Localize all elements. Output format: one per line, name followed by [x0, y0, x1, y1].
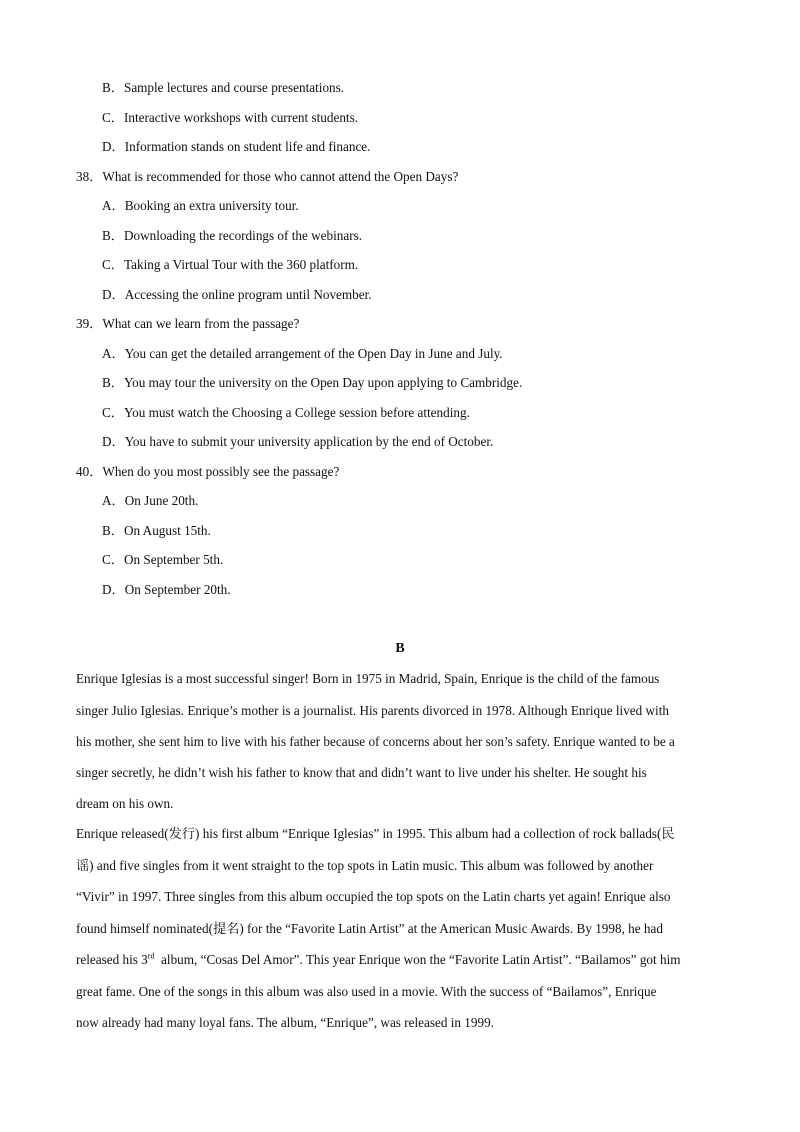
passage-line: great fame. One of the songs in this album was also used in a movie. With the success of “Bailamos”, Enrique — [76, 984, 657, 999]
q40-option-d[interactable]: D．On September 20th. — [102, 582, 231, 597]
q37-option-d[interactable]: D．Information stands on student life and finance. — [102, 139, 371, 154]
passage-line: “Vivir” in 1997. Three singles from this album occupied the top spots on the Latin charts yet again! Enrique also — [76, 889, 671, 904]
q39-option-b[interactable]: B．You may tour the university on the Open Day upon applying to Cambridge. — [102, 375, 523, 390]
q39-option-d[interactable]: D．You have to submit your university application by the end of October. — [102, 434, 494, 449]
q40-stem: 40．When do you most possibly see the passage? — [76, 464, 340, 479]
passage-line: his mother, she sent him to live with his father because of concerns about her son’s safety. Enrique wanted to be a — [76, 734, 675, 749]
q37-option-b[interactable]: B．Sample lectures and course presentations. — [102, 80, 345, 95]
q38-stem: 38．What is recommended for those who cannot attend the Open Days? — [76, 169, 459, 184]
q38-option-a[interactable]: A．Booking an extra university tour. — [102, 198, 299, 213]
passage-line: Enrique Iglesias is a most successful singer! Born in 1975 in Madrid, Spain, Enrique is the child of the famous — [76, 671, 660, 686]
passage-line — [76, 952, 681, 968]
q38-option-c[interactable]: C．Taking a Virtual Tour with the 360 platform. — [102, 257, 359, 272]
q40-option-b[interactable]: B．On August 15th. — [102, 523, 211, 538]
q40-option-c[interactable]: C．On September 5th. — [102, 552, 224, 567]
passage-line: Enrique released(发行) his first album “Enrique Iglesias” in 1995. This album had a collection of rock ballads(民 — [76, 826, 675, 841]
passage-line: singer secretly, he didn’t wish his father to know that and didn’t want to live under his shelter. He sought his — [76, 765, 647, 780]
q39-option-a[interactable]: A．You can get the detailed arrangement of the Open Day in June and July. — [102, 346, 503, 361]
passage-line: found himself nominated(提名) for the “Favorite Latin Artist” at the American Music Awards. By 1998, he had — [76, 921, 663, 936]
passage-line: 谣) and five singles from it went straight to the top spots in Latin music. This album was followed by another — [76, 858, 654, 873]
q37-option-c[interactable]: C．Interactive workshops with current students. — [102, 110, 359, 125]
passage-line: singer Julio Iglesias. Enrique’s mother is a journalist. His parents divorced in 1978. Although Enrique lived with — [76, 703, 669, 718]
q39-stem: 39．What can we learn from the passage? — [76, 316, 300, 331]
passage-text: album, “Cosas Del Amor”. This year Enrique won the “Favorite Latin Artist”. “Bailamos” got him — [154, 952, 681, 967]
q39-option-c[interactable]: C．You must watch the Choosing a College session before attending. — [102, 405, 470, 420]
section-b-heading: B — [395, 641, 405, 656]
passage-line: dream on his own. — [76, 796, 174, 811]
q38-option-b[interactable]: B．Downloading the recordings of the webinars. — [102, 228, 363, 243]
ordinal-suffix: rd — [147, 951, 155, 961]
q38-option-d[interactable]: D．Accessing the online program until November. — [102, 287, 372, 302]
q40-option-a[interactable]: A．On June 20th. — [102, 493, 199, 508]
passage-line: now already had many loyal fans. The album, “Enrique”, was released in 1999. — [76, 1015, 494, 1030]
passage-text: released his 3 — [76, 952, 148, 967]
